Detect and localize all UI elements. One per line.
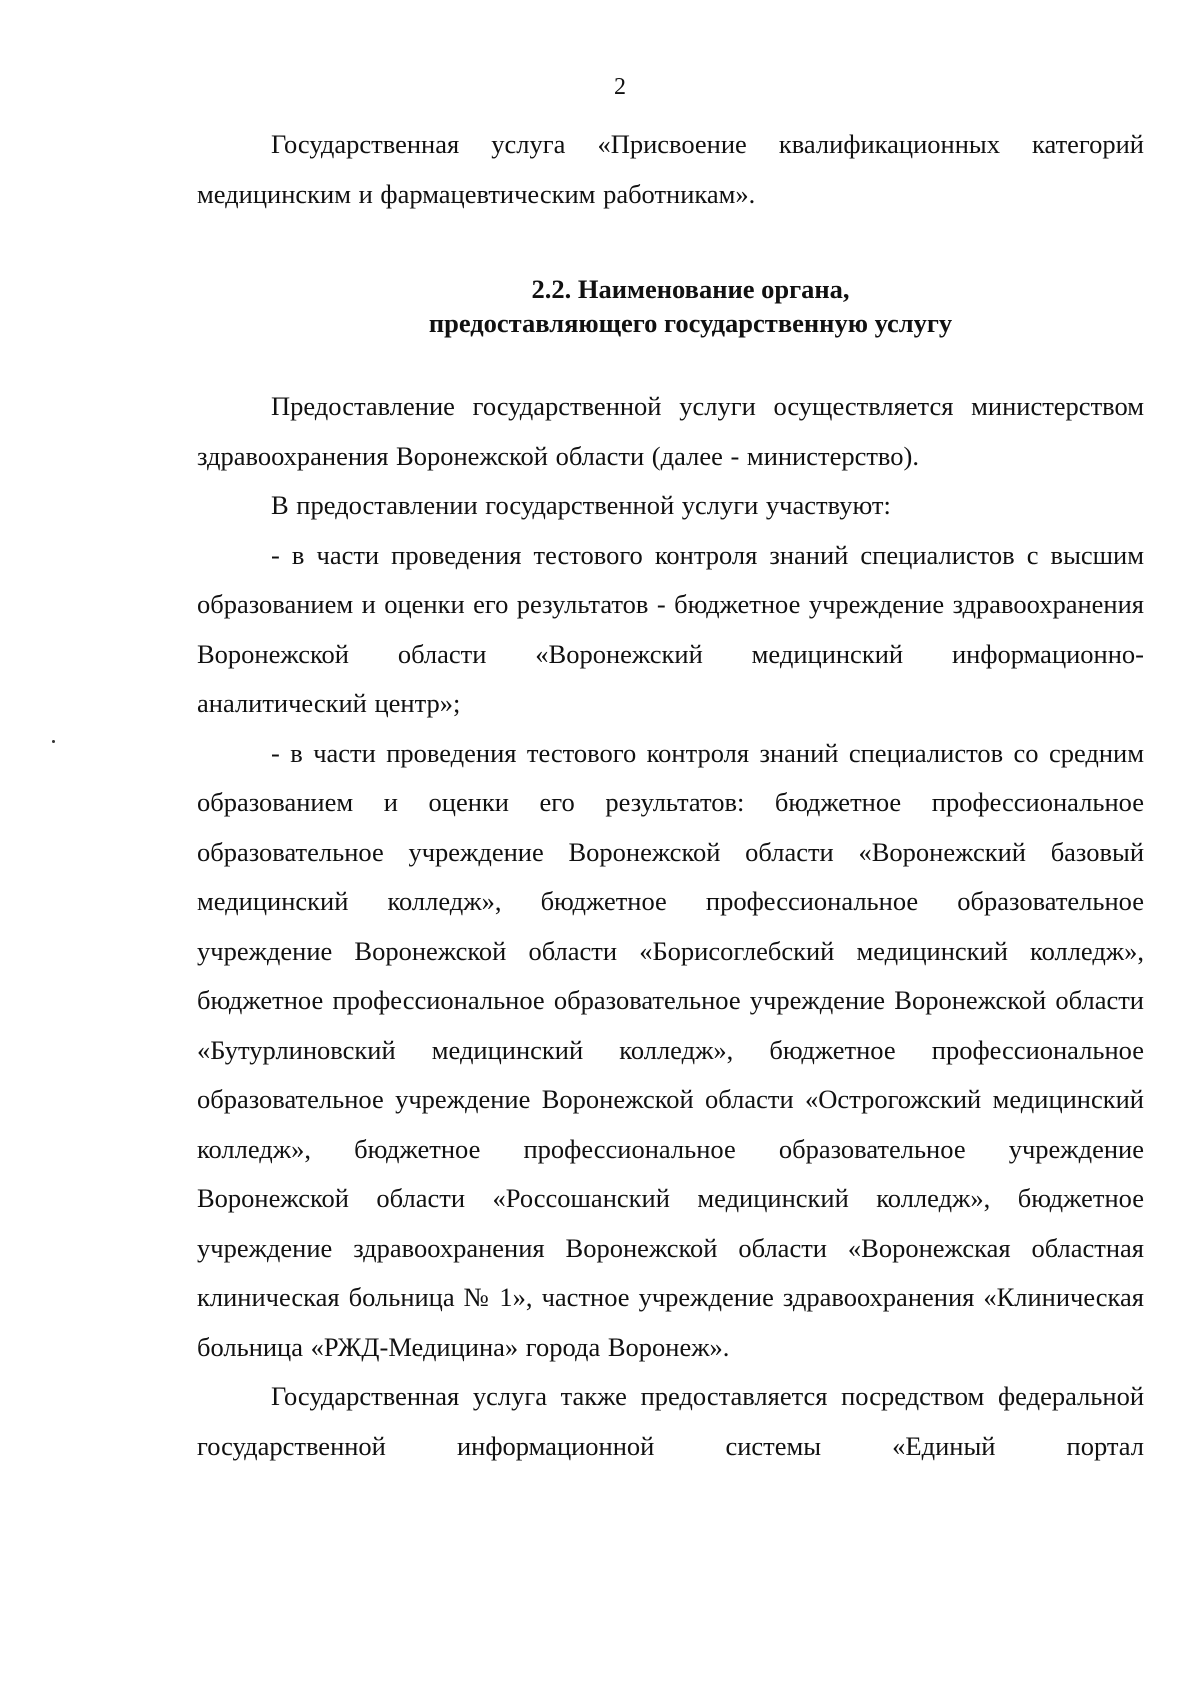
paragraph-portal: Государственная услуга также предоставляется посредством федеральной государственной информационной системы «Единый портал <box>197 1381 1144 1461</box>
paragraph-provider: Предоставление государственной услуги осуществляется министерством здравоохранения Воронежской области (далее - министерство). <box>197 391 1144 471</box>
intro-paragraph: Государственная услуга «Присвоение квалификационных категорий медицинским и фармацевтическим работникам». <box>197 129 1144 209</box>
body-text <box>197 382 1144 1471</box>
section-heading-line-2: предоставляющего государственную услугу <box>428 308 953 338</box>
paragraph-participants-intro: В предоставлении государственной услуги участвуют: <box>271 490 891 520</box>
page-number: 2 <box>614 74 626 100</box>
intro-block <box>197 120 1144 219</box>
section-heading <box>197 272 1144 340</box>
scan-speck <box>52 740 55 743</box>
paragraph-higher-education: - в части проведения тестового контроля знаний специалистов с высшим образованием и оценки его результатов - бюджетное учреждение здравоохранения Воронежской области «Воронежский медицинский информационно-аналитический центр»; <box>197 539 1144 718</box>
paragraph-secondary-education: - в части проведения тестового контроля знаний специалистов со средним образованием и оценки его результатов: бюджетное профессиональное образовательное учреждение Воронежской области «Воронежский базовый медицинский колледж», бюджетное профессиональное образовательное учреждение Воронежской области «Борисоглебский медицинский колледж», бюджетное профессиональное образовательное учреждение Воронежской области «Бутурлиновский медицинский колледж», бюджетное профессиональное образовательное учреждение Воронежской области «Острогожский медицинский колледж», бюджетное профессиональное образовательное учреждение Воронежской области «Россошанский медицинский колледж», бюджетное учреждение здравоохранения Воронежской области «Воронежская областная клиническая больница № 1», частное учреждение здравоохранения «Клиническая больница «РЖД-Медицина» города Воронеж». <box>197 737 1144 1362</box>
section-heading-line-1: 2.2. Наименование органа, <box>531 274 850 304</box>
